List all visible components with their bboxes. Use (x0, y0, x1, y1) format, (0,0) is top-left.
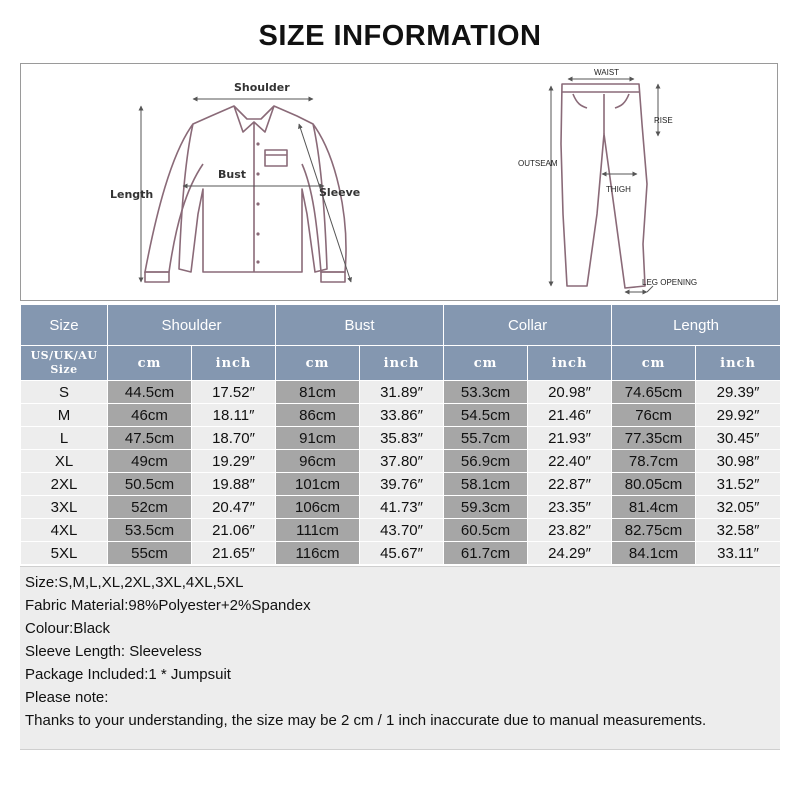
table-row (21, 519, 781, 542)
pants-leg-opening-label: LEG OPENING (642, 278, 698, 287)
inch-value-cell: 33.86″ (360, 404, 444, 427)
inch-value-cell: 19.88″ (192, 473, 276, 496)
shirt-illustration (145, 106, 345, 282)
cm-value-cell: 53.5cm (108, 519, 192, 542)
inch-value-cell: 30.98″ (696, 450, 781, 473)
inch-value-cell: 18.70″ (192, 427, 276, 450)
shirt-shoulder-label: Shoulder (234, 81, 290, 94)
inch-value-cell: 22.40″ (528, 450, 612, 473)
size-cell: 4XL (21, 519, 108, 542)
cm-value-cell: 54.5cm (444, 404, 528, 427)
inch-value-cell: 23.82″ (528, 519, 612, 542)
inch-value-cell: 17.52″ (192, 381, 276, 404)
table-unit-header-row (21, 346, 781, 381)
cm-value-cell: 84.1cm (612, 542, 696, 565)
table-row (21, 496, 781, 519)
cm-value-cell: 82.75cm (612, 519, 696, 542)
cm-value-cell: 81cm (276, 381, 360, 404)
cm-value-cell: 44.5cm (108, 381, 192, 404)
pants-waist-label: WAIST (594, 68, 620, 77)
inch-value-cell: 29.92″ (696, 404, 781, 427)
note-fabric: Fabric Material:98%Polyester+2%Spandex (25, 597, 311, 614)
inch-value-cell: 20.47″ (192, 496, 276, 519)
inch-value-cell: 22.87″ (528, 473, 612, 496)
size-cell: 2XL (21, 473, 108, 496)
size-cell: 3XL (21, 496, 108, 519)
note-sleeve: Sleeve Length: Sleeveless (25, 643, 202, 660)
inch-value-cell: 35.83″ (360, 427, 444, 450)
unit-cm: cm (612, 346, 696, 381)
size-word-label: Size (50, 363, 78, 376)
inch-value-cell: 43.70″ (360, 519, 444, 542)
cm-value-cell: 55cm (108, 542, 192, 565)
size-cell: XL (21, 450, 108, 473)
note-accuracy: Thanks to your understanding, the size may be 2 cm / 1 inch inaccurate due to manual measurements. (25, 712, 707, 729)
size-cell: M (21, 404, 108, 427)
pants-outseam-label: OUTSEAM (518, 159, 558, 168)
cm-value-cell: 59.3cm (444, 496, 528, 519)
cm-value-cell: 56.9cm (444, 450, 528, 473)
unit-cm: cm (444, 346, 528, 381)
cm-value-cell: 53.3cm (444, 381, 528, 404)
inch-value-cell: 20.98″ (528, 381, 612, 404)
inch-value-cell: 31.52″ (696, 473, 781, 496)
size-cell: 5XL (21, 542, 108, 565)
inch-value-cell: 21.65″ (192, 542, 276, 565)
unit-cm: cm (276, 346, 360, 381)
note-package: Package Included:1 * Jumpsuit (25, 666, 231, 683)
inch-value-cell: 33.11″ (696, 542, 781, 565)
shirt-sleeves (145, 124, 346, 272)
cm-value-cell: 80.05cm (612, 473, 696, 496)
size-cell: S (21, 381, 108, 404)
cm-value-cell: 76cm (612, 404, 696, 427)
unit-cm: cm (108, 346, 192, 381)
unit-inch: inch (192, 346, 276, 381)
cm-value-cell: 91cm (276, 427, 360, 450)
cm-value-cell: 101cm (276, 473, 360, 496)
table-row (21, 450, 781, 473)
cm-value-cell: 81.4cm (612, 496, 696, 519)
inch-value-cell: 21.46″ (528, 404, 612, 427)
inch-value-cell: 32.05″ (696, 496, 781, 519)
header-length: Length (612, 305, 781, 346)
cm-value-cell: 86cm (276, 404, 360, 427)
inch-value-cell: 45.67″ (360, 542, 444, 565)
inch-value-cell: 39.76″ (360, 473, 444, 496)
cm-value-cell: 49cm (108, 450, 192, 473)
inch-value-cell: 41.73″ (360, 496, 444, 519)
size-region-label: US/UK/AU (30, 349, 98, 362)
cm-value-cell: 96cm (276, 450, 360, 473)
table-row (21, 427, 781, 450)
size-chart-table (20, 304, 781, 565)
table-group-header-row (21, 305, 781, 346)
table-row (21, 473, 781, 496)
note-sizes: Size:S,M,L,XL,2XL,3XL,4XL,5XL (25, 574, 244, 591)
shirt-sleeve-label: Sleeve (319, 186, 361, 199)
size-region-header (21, 346, 108, 381)
inch-value-cell: 23.35″ (528, 496, 612, 519)
size-cell: L (21, 427, 108, 450)
cm-value-cell: 61.7cm (444, 542, 528, 565)
inch-value-cell: 21.06″ (192, 519, 276, 542)
measurement-diagram (20, 63, 778, 301)
cm-value-cell: 58.1cm (444, 473, 528, 496)
cm-value-cell: 74.65cm (612, 381, 696, 404)
header-size: Size (21, 305, 108, 346)
cm-value-cell: 78.7cm (612, 450, 696, 473)
inch-value-cell: 32.58″ (696, 519, 781, 542)
note-colour: Colour:Black (25, 620, 111, 637)
cm-value-cell: 116cm (276, 542, 360, 565)
cm-value-cell: 106cm (276, 496, 360, 519)
table-row (21, 542, 781, 565)
unit-inch: inch (528, 346, 612, 381)
header-collar: Collar (444, 305, 612, 346)
cm-value-cell: 52cm (108, 496, 192, 519)
page-title: SIZE INFORMATION (258, 20, 542, 52)
inch-value-cell: 24.29″ (528, 542, 612, 565)
unit-inch: inch (360, 346, 444, 381)
header-shoulder: Shoulder (108, 305, 276, 346)
cm-value-cell: 47.5cm (108, 427, 192, 450)
size-rows (21, 381, 781, 565)
cm-value-cell: 55.7cm (444, 427, 528, 450)
inch-value-cell: 31.89″ (360, 381, 444, 404)
unit-inch: inch (696, 346, 781, 381)
cm-value-cell: 50.5cm (108, 473, 192, 496)
pants-illustration (561, 84, 647, 288)
cm-value-cell: 77.35cm (612, 427, 696, 450)
pants-thigh-label: THIGH (606, 185, 631, 194)
shirt-bust-label: Bust (218, 168, 247, 181)
shirt-length-label: Length (110, 188, 154, 201)
cm-value-cell: 111cm (276, 519, 360, 542)
table-row (21, 381, 781, 404)
cm-value-cell: 46cm (108, 404, 192, 427)
inch-value-cell: 18.11″ (192, 404, 276, 427)
diagram-svg (21, 64, 779, 302)
inch-value-cell: 29.39″ (696, 381, 781, 404)
inch-value-cell: 30.45″ (696, 427, 781, 450)
header-bust: Bust (276, 305, 444, 346)
pants-rise-label: RISE (654, 116, 673, 125)
inch-value-cell: 37.80″ (360, 450, 444, 473)
cm-value-cell: 60.5cm (444, 519, 528, 542)
table-row (21, 404, 781, 427)
inch-value-cell: 19.29″ (192, 450, 276, 473)
note-please-note: Please note: (25, 689, 109, 706)
shirt-buttons (256, 142, 259, 263)
inch-value-cell: 21.93″ (528, 427, 612, 450)
product-notes (20, 566, 780, 750)
